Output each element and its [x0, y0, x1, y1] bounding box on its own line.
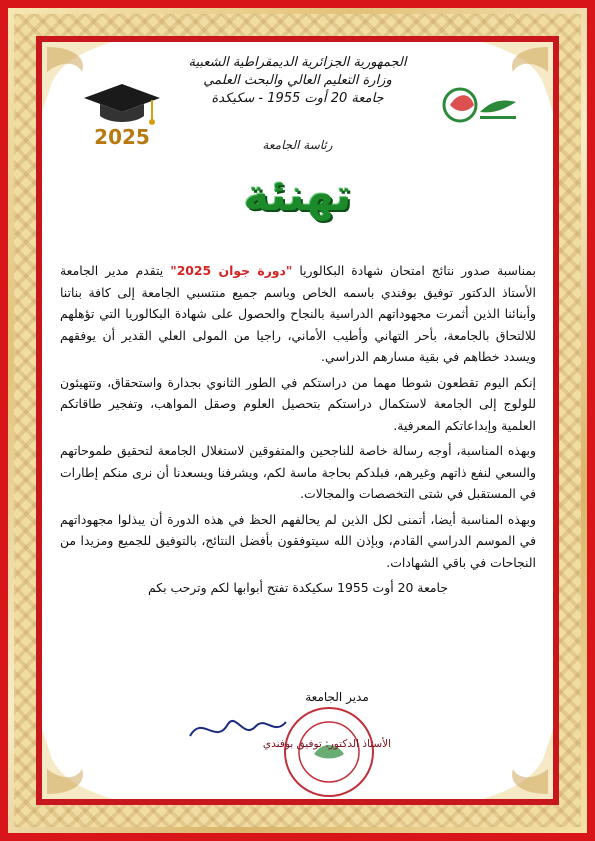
logo-year: 2025	[94, 125, 150, 149]
message-body	[60, 260, 536, 603]
corner-ornament-icon	[42, 729, 112, 799]
paragraph-2: إنكم اليوم تقطعون شوطا مهما من دراستكم في الطور الثانوي بجدارة واستحقاق، وتتهيئون للولوج إلى الجامعة لاستكمال دراستكم بتحصيل العلوم وصقل المواهب، وتفجير طاقاتكم العلمية وإبداعاتكم المعرفية.	[60, 374, 536, 433]
corner-ornament-icon	[483, 729, 553, 799]
paragraph-1-rest: يتقدم مدير الجامعة الأستاذ الدكتور توفيق بوفندي باسمه الخاص وباسم جميع منتسبي الجامعة إلى كافة بناتنا وأبنائنا الذين أثمرت مجهوداتهم الدراسية بالنجاح والحصول على شهادة البكالوريا التي تؤهلهم للالتحاق بالجامعة، بأحر التهاني وأطيب الأماني، راجيا من المولى العلي القدير أن يوفقهم ويسدد خطاهم في بقية مسارهم الدراسي.	[60, 263, 536, 364]
paragraph-3: وبهذه المناسبة، أوجه رسالة خاصة للناجحين والمتفوقين لاستغلال الجامعة لتحقيق طموحاتهم والسعي لنفع ذاتهم وغيرهم، فبلدكم بحاجة ماسة لكم، ويشرفنا ويسعدنا أن نرى منكم إطارات في المستقبل في شتى التخصصات والمجالات.	[60, 443, 536, 501]
certificate-content	[42, 42, 553, 799]
ministry-name: وزارة التعليم العالي والبحث العلمي	[203, 73, 392, 88]
republic-name: الجمهورية الجزائرية الديمقراطية الشعبية	[188, 55, 407, 70]
page-title: تهنئة	[243, 170, 352, 221]
paragraph-1-prefix: بمناسبة صدور نتائج امتحان شهادة البكالوريا	[292, 263, 536, 278]
paragraph-4: وبهذه المناسبة أيضا، أتمنى لكل الذين لم يحالفهم الحظ في هذه الدورة أن يبذلوا مجهوداتهم في الموسم الدراسي القادم، وبإذن الله سيتوفقون بأفضل النتائج، بالتوفيق للجميع ومزيدا من النجاحات في باقي الشهادات.	[60, 511, 536, 570]
signatory-name: الأستاذ الدكتور: توفيق بوفندي	[262, 738, 392, 750]
presidency-label: رئاسة الجامعة	[262, 138, 333, 152]
signature-title: مدير الجامعة	[305, 690, 369, 704]
header	[42, 54, 553, 108]
paragraph-1	[60, 260, 536, 368]
session-highlight: "دورة جوان 2025"	[170, 263, 293, 278]
closing-line: جامعة 20 أوت 1955 سكيكدة تفتح أبوابها لكم وترحب بكم	[148, 580, 448, 595]
university-name: جامعة 20 أوت 1955 - سكيكدة	[211, 91, 384, 106]
